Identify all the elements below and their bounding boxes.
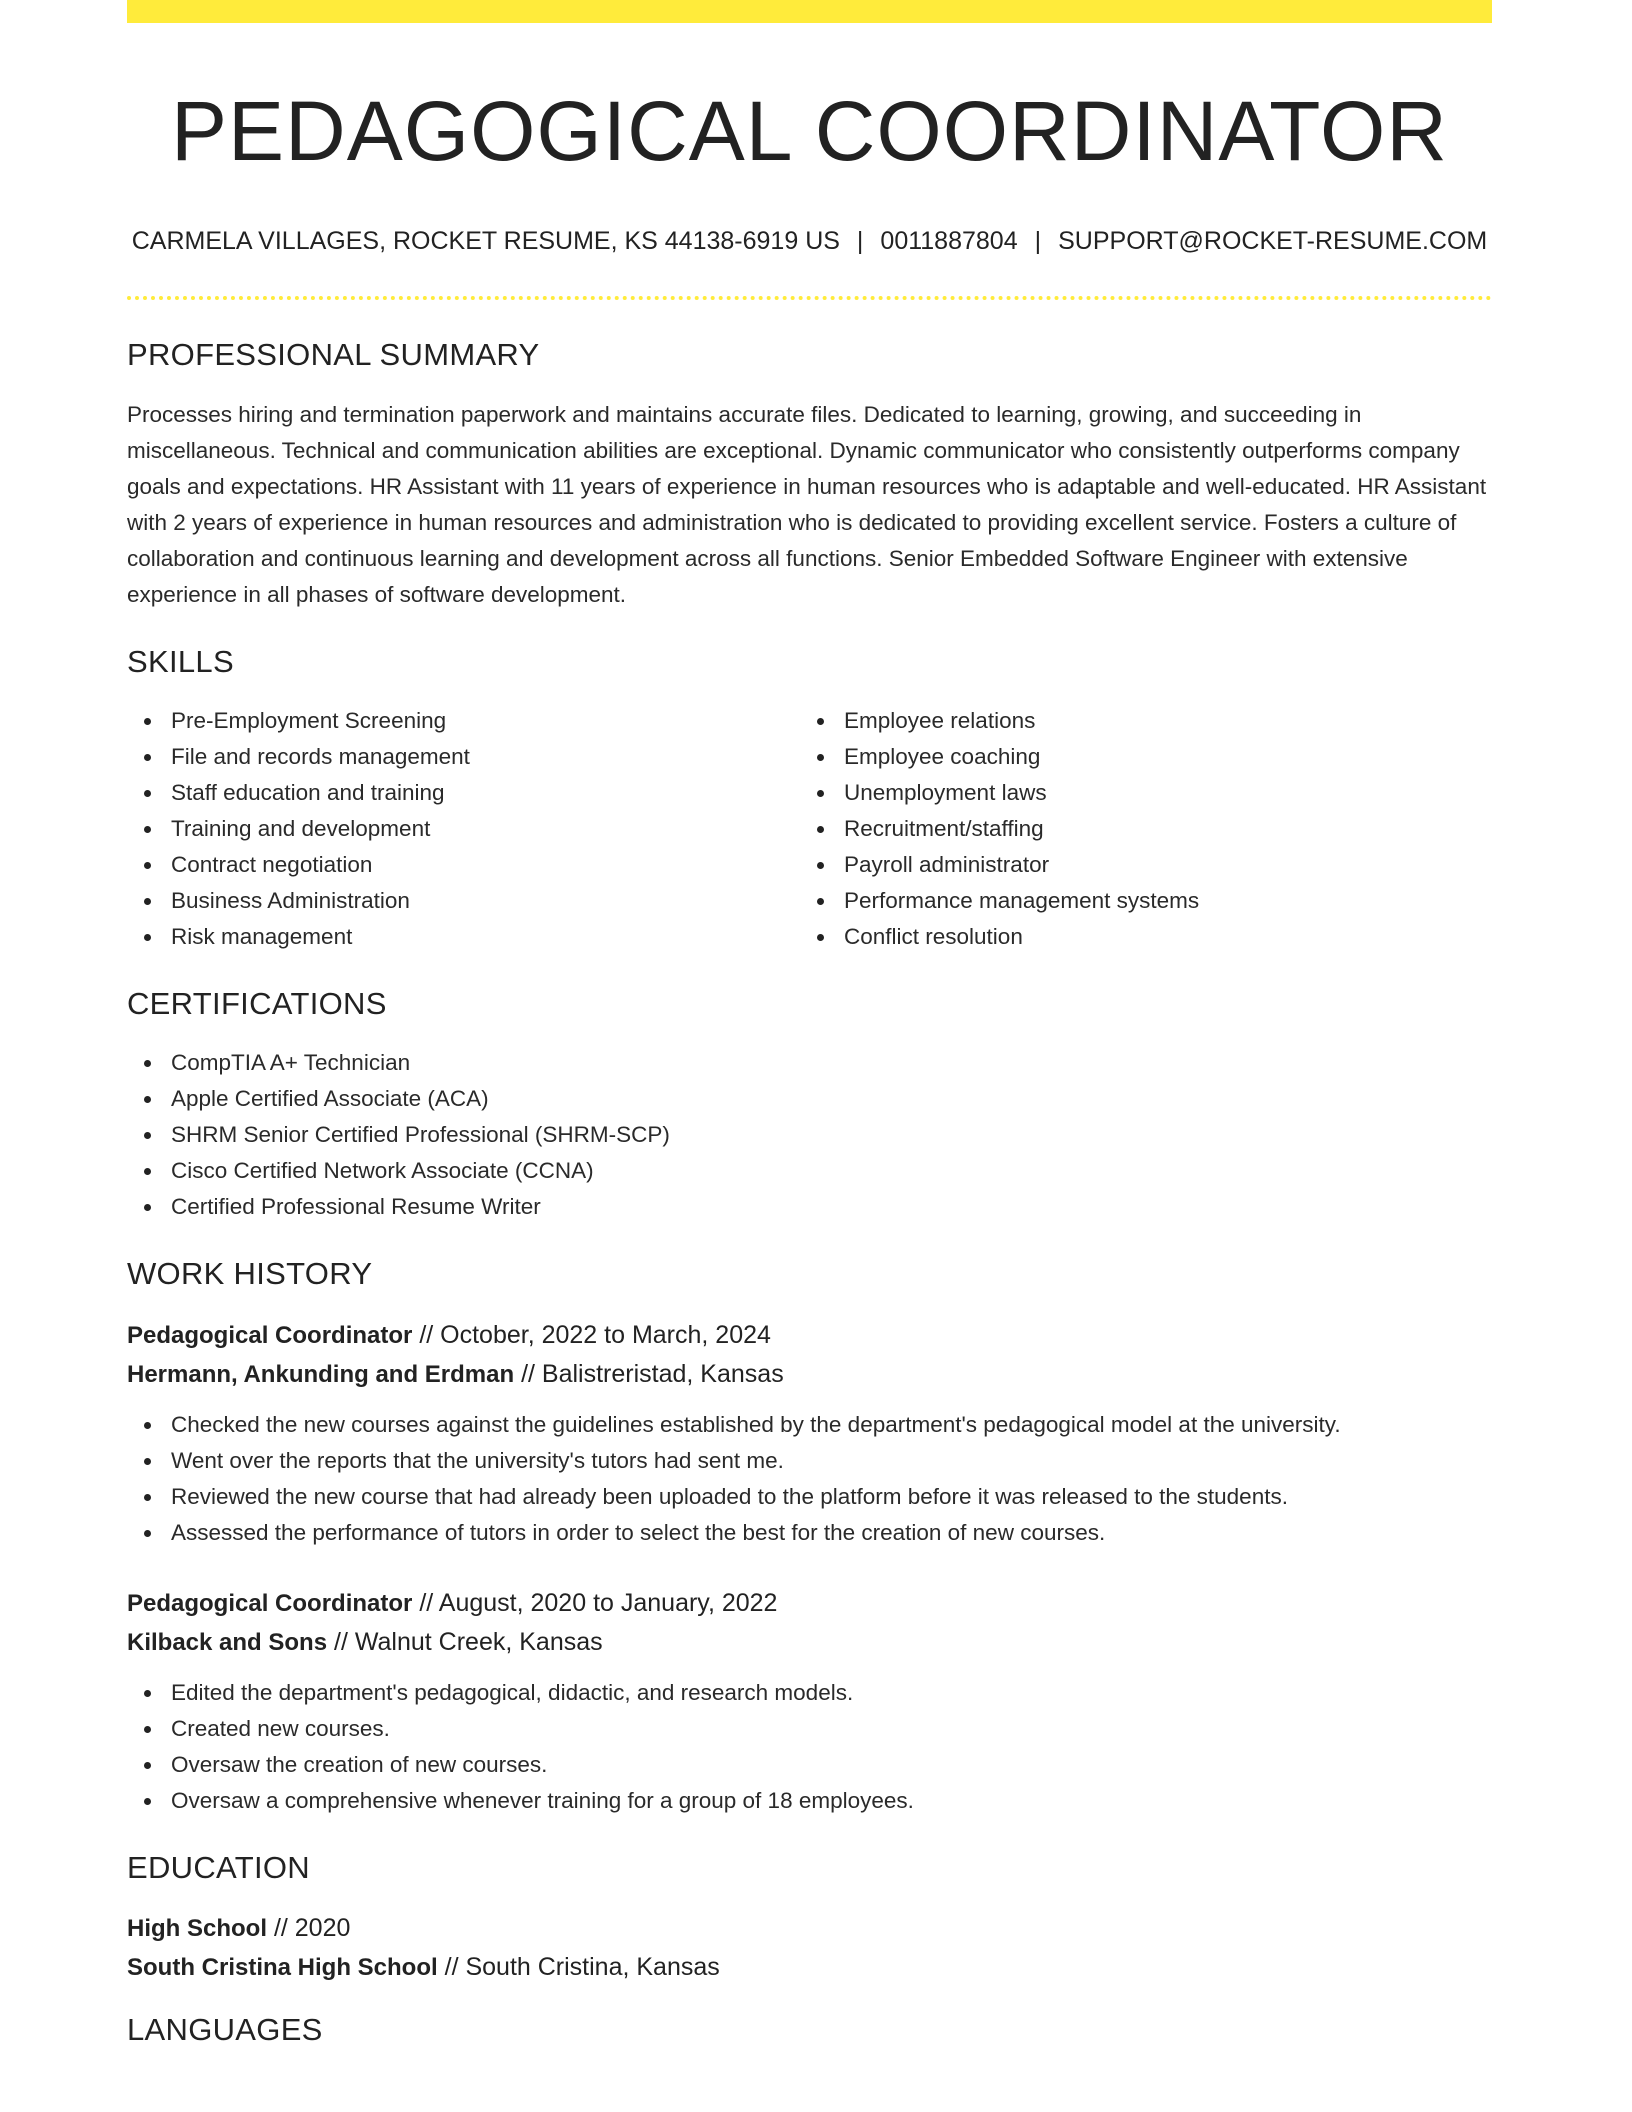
job-company: Kilback and Sons — [127, 1629, 328, 1656]
job-location: // Walnut Creek, Kansas — [327, 1628, 603, 1656]
job-bullets — [127, 1675, 1492, 1819]
section-title-certifications: CERTIFICATIONS — [127, 986, 387, 1021]
section-title-skills: SKILLS — [127, 644, 234, 679]
job-company-line — [127, 1355, 1492, 1394]
certification-item: SHRM Senior Certified Professional (SHRM-SCP) — [127, 1117, 1492, 1153]
job-bullet: Oversaw a comprehensive whenever training for a group of 18 employees. — [127, 1783, 1492, 1819]
skill-item: Employee coaching — [800, 739, 1473, 775]
contact-separator: | — [1034, 227, 1042, 255]
resume-title: PEDAGOGICAL COORDINATOR — [171, 84, 1448, 178]
skill-item: Contract negotiation — [127, 847, 800, 883]
education-location: // South Cristina, Kansas — [437, 1953, 720, 1981]
job-bullet: Assessed the performance of tutors in order to select the best for the creation of new courses. — [127, 1515, 1492, 1551]
contact-email[interactable]: SUPPORT@ROCKET-RESUME.COM — [1058, 227, 1488, 255]
certification-item: CompTIA A+ Technician — [127, 1045, 1492, 1081]
contact-phone: 0011887804 — [880, 227, 1018, 255]
skill-item: Pre-Employment Screening — [127, 703, 800, 739]
education-degree-line — [127, 1909, 1492, 1948]
skill-item: Training and development — [127, 811, 800, 847]
certifications-list — [127, 1045, 1492, 1225]
section-title-work-history: WORK HISTORY — [127, 1256, 373, 1291]
summary-text: Processes hiring and termination paperwork and maintains accurate files. Dedicated to learning, growing, and succeeding in miscellaneous. Technical and communication abilities are exceptional. Dynamic communicator who consistently outperforms company goals and expectations. HR Assistant with 11 years of experience in human resources who is adaptable and well-educated. HR Assistant with 2 years of experience in human resources and administration who is dedicated to providing excellent service. Fosters a culture of collaboration and continuous learning and development across all functions. Senior Embedded Software Engineer with extensive experience in all phases of software development. — [127, 402, 1487, 607]
job-bullets — [127, 1407, 1492, 1551]
job-dates: // October, 2022 to March, 2024 — [412, 1321, 771, 1349]
job-location: // Balistreristad, Kansas — [514, 1360, 784, 1388]
skill-item: Performance management systems — [800, 883, 1473, 919]
job-role-line — [127, 1584, 1492, 1623]
education-school-line — [127, 1948, 1492, 1987]
job-role-line — [127, 1316, 1492, 1355]
skill-item: Business Administration — [127, 883, 800, 919]
skill-item: Recruitment/staffing — [800, 811, 1473, 847]
skills-list-left — [127, 703, 800, 955]
job-company-line — [127, 1623, 1492, 1662]
skill-item: Conflict resolution — [800, 919, 1473, 955]
skills-columns — [127, 703, 1492, 955]
education-entry — [127, 1909, 1492, 1987]
education-degree: High School — [127, 1915, 267, 1942]
certification-item: Cisco Certified Network Associate (CCNA) — [127, 1153, 1492, 1189]
section-title-summary: PROFESSIONAL SUMMARY — [127, 337, 540, 372]
skill-item: Employee relations — [800, 703, 1473, 739]
certification-item: Apple Certified Associate (ACA) — [127, 1081, 1492, 1117]
job-bullet: Reviewed the new course that had already been uploaded to the platform before it was released to the students. — [127, 1479, 1492, 1515]
job-bullet: Went over the reports that the university's tutors had sent me. — [127, 1443, 1492, 1479]
section-title-education: EDUCATION — [127, 1850, 310, 1885]
job-entry — [127, 1584, 1492, 1819]
skill-item: File and records management — [127, 739, 800, 775]
resume-page — [127, 0, 1492, 2048]
education-year: // 2020 — [267, 1914, 351, 1942]
job-bullet: Oversaw the creation of new courses. — [127, 1747, 1492, 1783]
contact-separator: | — [856, 227, 864, 255]
contact-line — [127, 226, 1492, 256]
job-bullet: Edited the department's pedagogical, didactic, and research models. — [127, 1675, 1492, 1711]
skill-item: Unemployment laws — [800, 775, 1473, 811]
top-accent-bar — [127, 0, 1492, 23]
skills-list-right — [800, 703, 1473, 955]
job-role: Pedagogical Coordinator — [127, 1322, 413, 1349]
certification-item: Certified Professional Resume Writer — [127, 1189, 1492, 1225]
job-role: Pedagogical Coordinator — [127, 1590, 413, 1617]
job-entry — [127, 1316, 1492, 1551]
dotted-divider — [127, 296, 1492, 300]
job-bullet: Checked the new courses against the guidelines established by the department's pedagogical model at the university. — [127, 1407, 1492, 1443]
job-dates: // August, 2020 to January, 2022 — [412, 1589, 778, 1617]
skill-item: Risk management — [127, 919, 800, 955]
skill-item: Staff education and training — [127, 775, 800, 811]
contact-address: CARMELA VILLAGES, ROCKET RESUME, KS 44138-6919 US — [131, 227, 840, 255]
job-bullet: Created new courses. — [127, 1711, 1492, 1747]
section-title-languages: LANGUAGES — [127, 2012, 323, 2047]
skill-item: Payroll administrator — [800, 847, 1473, 883]
job-company: Hermann, Ankunding and Erdman — [127, 1361, 515, 1388]
education-school: South Cristina High School — [127, 1954, 438, 1981]
